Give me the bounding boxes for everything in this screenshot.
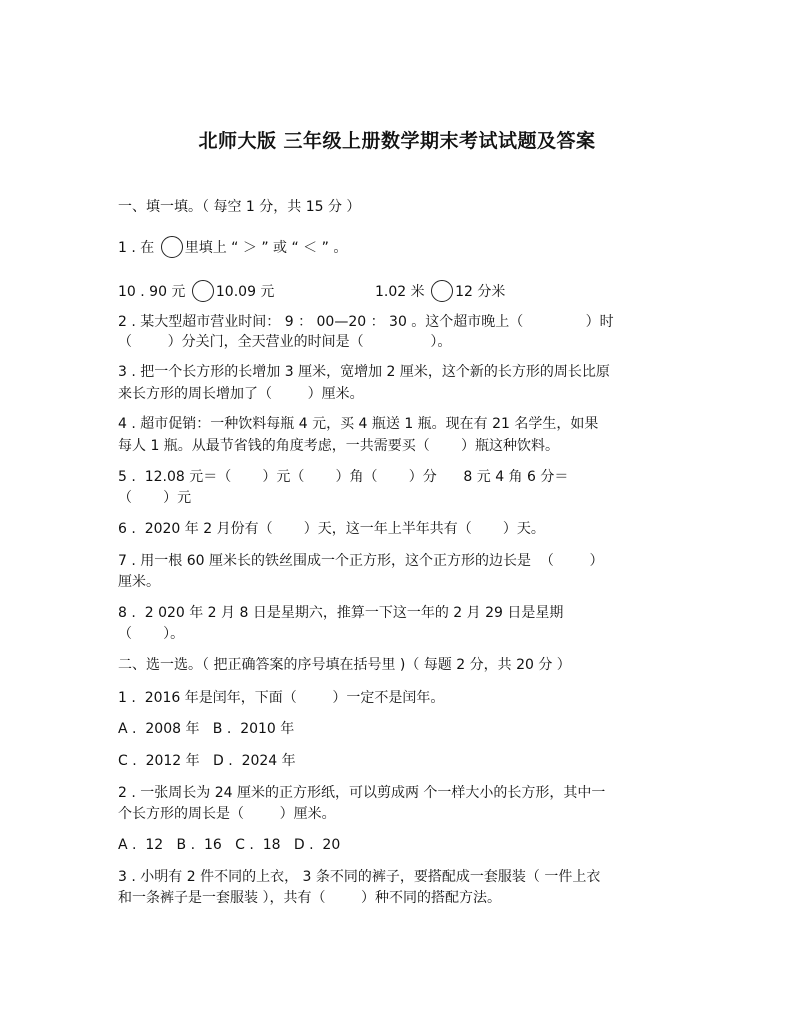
question-2-2-line-1: 2 . 一张周长为 24 厘米的正方形纸，可以剪成两 个一样大小的长方形，其中一	[118, 785, 606, 801]
page-title: 北师大版 三年级上册数学期末考试试题及答案	[198, 130, 596, 152]
question-1-5-line-1: 5 . 12.08 元＝（ ）元（ ）角（ ）分 8 元 4 角 6 分＝	[118, 469, 569, 485]
question-1-8-line-1: 8 . 2 020 年 2 月 8 日是星期六，推算一下这一年的 2 月 29 日是星期	[118, 605, 564, 621]
question-2-3-line-2: 和一条裤子是一套服装 ），共有（ ）种不同的搭配方法。	[118, 890, 502, 906]
question-1-3-line-2: 来长方形的周长增加了（ ）厘米。	[118, 386, 364, 402]
question-2-1-options-1: A . 2008 年 B . 2010 年	[118, 721, 295, 737]
question-1-1-items-b	[375, 280, 505, 302]
question-1-2-line-1: 2 . 某大型超市营业时间： 9 ： 00—20 ： 30 。这个超市晚上（ ）时	[118, 314, 614, 330]
question-2-2-options: A . 12 B . 16 C . 18 D . 20	[118, 837, 341, 853]
question-1-1	[118, 236, 347, 258]
question-text: 1 . 在	[118, 240, 159, 256]
question-2-1: 1 . 2016 年是闰年，下面（ ）一定不是闰年。	[118, 690, 445, 706]
question-2-2-line-2: 个长方形的周长是（ ）厘米。	[118, 806, 336, 822]
question-1-6: 6 . 2020 年 2 月份有（ ）天，这一年上半年共有（ ）天。	[118, 521, 545, 537]
answer-circle[interactable]	[161, 236, 183, 258]
question-1-7-line-2: 厘米。	[118, 574, 160, 590]
question-text: 里填上 “ ＞ ” 或 “ ＜ ” 。	[184, 240, 348, 256]
item-b-right: 12 分米	[455, 284, 506, 300]
question-1-2-line-2: （ ）分关门，全天营业的时间是（ ）。	[118, 334, 452, 350]
question-2-1-options-2: C . 2012 年 D . 2024 年	[118, 753, 296, 769]
item-b-left: 1.02 米	[375, 284, 430, 300]
answer-circle[interactable]	[192, 280, 214, 302]
answer-circle[interactable]	[431, 280, 453, 302]
question-1-8-line-2: （ ）。	[118, 626, 185, 642]
item-a-right: 10.09 元	[215, 284, 275, 300]
section-1-heading: 一、填一填。（ 每空 1 分，共 15 分 ）	[118, 199, 361, 215]
section-2-heading: 二、选一选。（ 把正确答案的序号填在括号里 )（ 每题 2 分，共 20 分 ）	[118, 657, 571, 673]
question-1-1-items	[118, 280, 274, 302]
question-1-4-line-2: 每人 1 瓶。从最节省钱的角度考虑，一共需要买（ ）瓶这种饮料。	[118, 438, 559, 454]
question-1-3-line-1: 3 . 把一个长方形的长增加 3 厘米，宽增加 2 厘米，这个新的长方形的周长比原	[118, 364, 610, 380]
item-a-left: 10 . 90 元	[118, 284, 190, 300]
question-2-3-line-1: 3 . 小明有 2 件不同的上衣， 3 条不同的裤子，要搭配成一套服装（ 一件上衣	[118, 869, 601, 885]
question-1-4-line-1: 4 . 超市促销：一种饮料每瓶 4 元，买 4 瓶送 1 瓶。现在有 21 名学生，如果	[118, 416, 599, 432]
question-1-5-line-2: （ ）元	[118, 490, 192, 506]
question-1-7-line-1: 7 . 用一根 60 厘米长的铁丝围成一个正方形，这个正方形的边长是 （ ）	[118, 553, 604, 569]
